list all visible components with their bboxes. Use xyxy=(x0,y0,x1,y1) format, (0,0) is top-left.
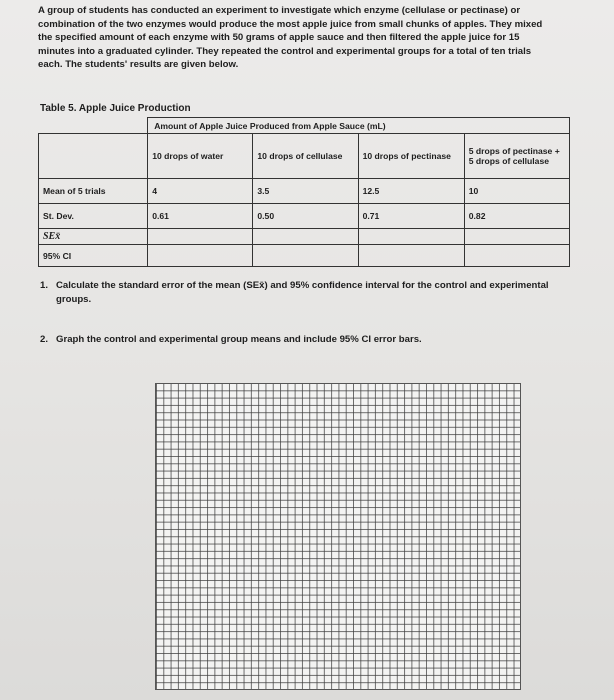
mean-combination: 10 xyxy=(464,179,569,204)
row-label-sd: St. Dev. xyxy=(39,204,148,229)
table-super-header: Amount of Apple Juice Produced from Apple Sauce (mL) xyxy=(148,118,570,134)
se-cellulase-cell[interactable] xyxy=(253,229,358,245)
table-row-ci xyxy=(39,245,570,267)
row-label-se: SEx̄ xyxy=(39,229,148,245)
table-title: Table 5. Apple Juice Production xyxy=(40,103,191,114)
apple-juice-table xyxy=(38,117,570,267)
intro-line: combination of the two enzymes would produce the most apple juice from small chunks of apples. They mixed xyxy=(38,18,543,30)
question-2 xyxy=(40,333,560,347)
sd-cellulase: 0.50 xyxy=(253,204,358,229)
row-label-mean: Mean of 5 trials xyxy=(39,179,148,204)
table-row-mean xyxy=(39,179,570,204)
column-header-combination: 5 drops of pectinase + 5 drops of cellulase xyxy=(464,134,569,179)
ci-combination-cell[interactable] xyxy=(464,245,569,267)
sd-combination: 0.82 xyxy=(464,204,569,229)
mean-cellulase: 3.5 xyxy=(253,179,358,204)
intro-line: the specified amount of each enzyme with 50 grams of apple sauce and then filtered the apple juice for 15 xyxy=(38,32,520,44)
mean-pectinase: 12.5 xyxy=(358,179,464,204)
intro-line: minutes into a graduated cylinder. They repeated the control and experimental groups for a total of ten trials xyxy=(38,45,532,57)
se-water-cell[interactable] xyxy=(148,229,253,245)
intro-line: each. The students' results are given below. xyxy=(38,59,239,71)
column-header-water: 10 drops of water xyxy=(148,134,253,179)
table-header-blank xyxy=(39,134,148,179)
question-1 xyxy=(40,279,560,306)
ci-cellulase-cell[interactable] xyxy=(253,245,358,267)
row-label-ci: 95% CI xyxy=(39,245,148,267)
ci-water-cell[interactable] xyxy=(148,245,253,267)
question-text: Calculate the standard error of the mean (SEx̄) and 95% confidence interval for the control and experimental groups. xyxy=(56,280,549,305)
se-combination-cell[interactable] xyxy=(464,229,569,245)
column-header-cellulase: 10 drops of cellulase xyxy=(253,134,358,179)
question-number: 2. xyxy=(40,334,49,345)
graph-paper-grid[interactable] xyxy=(155,383,521,690)
table-corner-cell xyxy=(39,118,148,134)
se-pectinase-cell[interactable] xyxy=(358,229,464,245)
mean-water: 4 xyxy=(148,179,253,204)
question-text: Graph the control and experimental group means and include 95% CI error bars. xyxy=(56,334,422,345)
intro-paragraph xyxy=(38,4,598,72)
ci-pectinase-cell[interactable] xyxy=(358,245,464,267)
sd-pectinase: 0.71 xyxy=(358,204,464,229)
table-row-sd xyxy=(39,204,570,229)
intro-line: A group of students has conducted an experiment to investigate which enzyme (cellulase or pectinase) or xyxy=(38,5,521,16)
column-header-pectinase: 10 drops of pectinase xyxy=(358,134,464,179)
question-number: 1. xyxy=(40,280,49,291)
table-row-se xyxy=(39,229,570,245)
sd-water: 0.61 xyxy=(148,204,253,229)
